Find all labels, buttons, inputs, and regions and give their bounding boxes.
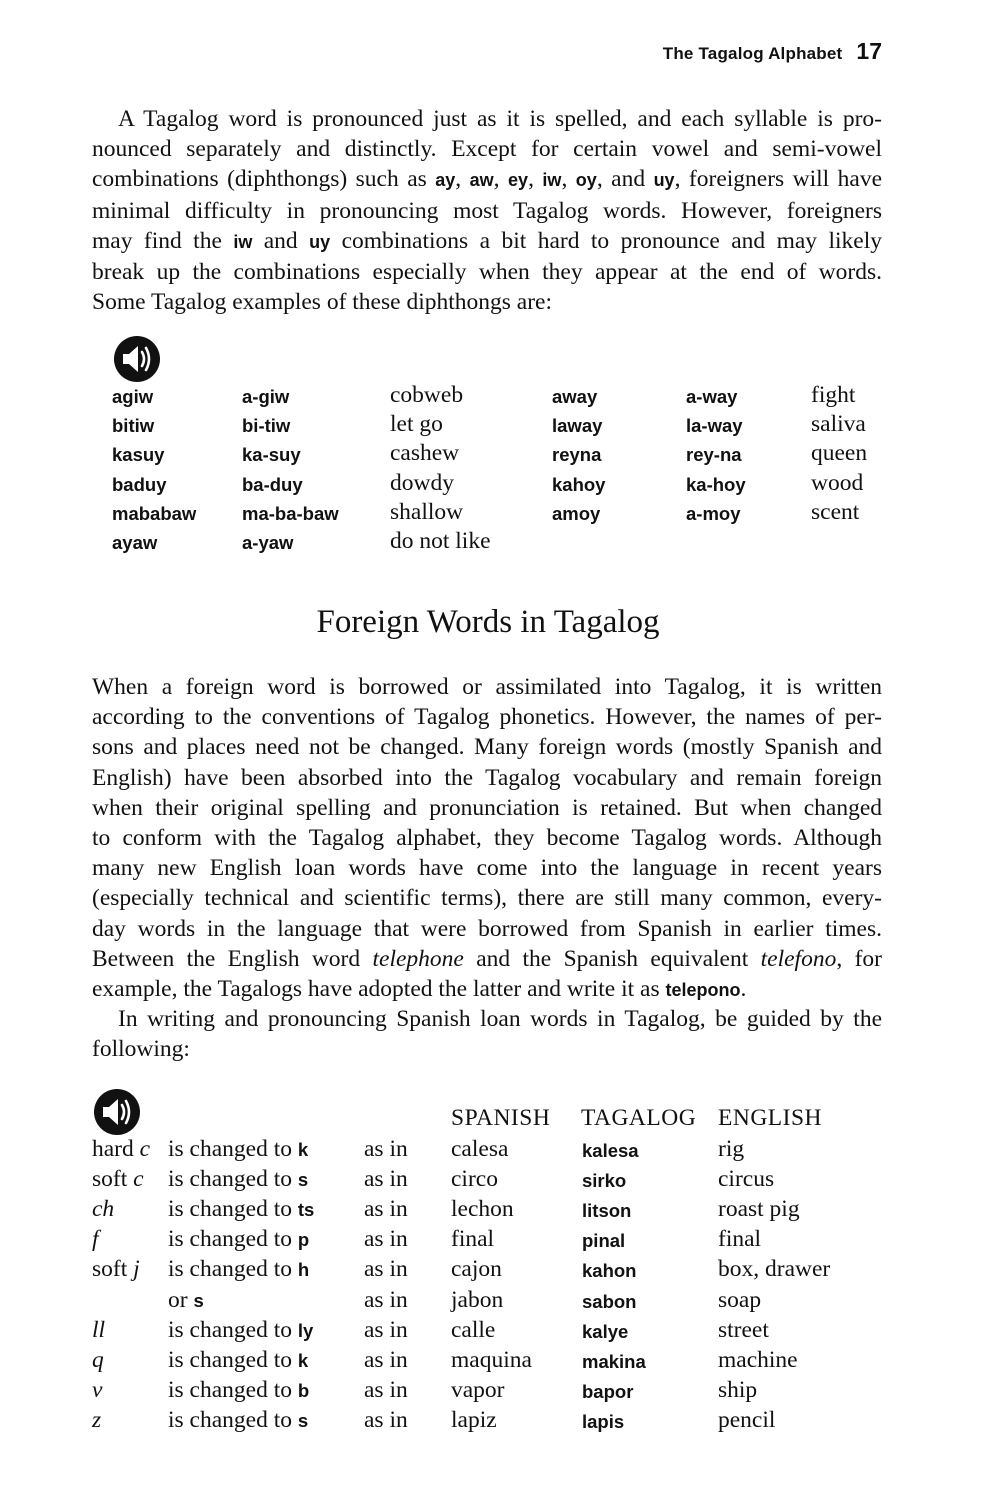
spanish-letter: f [92,1226,99,1253]
text-line [92,914,882,944]
rule-text: is changed to [168,1316,298,1343]
tagalog-word: ayaw [112,532,158,553]
syllabification: la-way [686,415,743,437]
italic-term: telephone [372,945,464,972]
page-number: 17 [856,38,882,64]
as-in-label: as in [364,1286,408,1313]
spanish-letter-label [92,1377,102,1404]
english-meaning: box, drawer [718,1256,831,1283]
bold-term: uy [653,170,675,191]
spanish-word: calle [451,1316,496,1343]
tagalog-word: kasuy [112,444,165,466]
text-run: . [740,976,747,1003]
text-line [92,257,882,287]
bold-term: aw [469,170,494,191]
tagalog-letter: b [297,1379,310,1401]
english-meaning: scent [811,498,860,525]
tagalog-letter: ly [297,1319,314,1341]
rule-text: is changed to [168,1136,298,1162]
english-meaning: do not like [390,528,491,554]
syllabification: a-way [686,386,738,407]
syllabification: bi-tiw [242,415,291,437]
text-run: A Tagalog word is pronounced just as it is spelled, and each syllable is pro- [118,106,882,132]
english-meaning: final [718,1226,762,1253]
english-meaning: cobweb [390,382,464,408]
spanish-word: lechon [451,1196,514,1223]
text-run: , [493,166,509,193]
intro-paragraph [92,104,882,317]
text-run: to conform with the Tagalog alphabet, they become Tagalog words. Although [92,825,882,852]
spanish-word: jabon [451,1286,504,1313]
spanish-letter-label [92,1166,144,1193]
tagalog-letter: h [297,1259,310,1281]
bold-term: uy [309,231,331,252]
spanish-letter: z [92,1406,102,1433]
as-in-label: as in [364,1256,408,1283]
english-meaning: queen [811,440,868,467]
english-meaning: dowdy [390,469,454,496]
bold-term: ay [435,170,456,191]
as-in-label: as in [364,1226,408,1253]
tagalog-word: mababaw [112,502,197,524]
tagalog-word: kalye [582,1320,629,1342]
conversion-rule [168,1256,309,1283]
syllabification: a-moy [686,502,741,524]
text-line [92,1004,882,1034]
speaker-icon[interactable] [92,1087,142,1137]
text-run: Between the English word [92,945,373,972]
text-run: , and [596,166,654,193]
conversion-rule [168,1166,308,1193]
syllabification: ka-suy [242,444,301,466]
spanish-letter-label [92,1317,105,1344]
tagalog-word: litson [582,1200,632,1222]
column-header: TAGALOG [581,1105,697,1131]
spanish-letter-label [92,1196,114,1223]
english-meaning: cashew [390,440,460,467]
spanish-word: circo [451,1166,498,1193]
spanish-letter-label [92,1256,140,1283]
text-run: In writing and pronouncing Spanish loan words in Tagalog, be guided by the [118,1006,882,1032]
tagalog-word: agiw [112,386,154,407]
spanish-word: lapiz [451,1406,497,1433]
letter-qualifier: hard [92,1136,140,1162]
spanish-letter: v [92,1376,103,1403]
text-line [92,732,882,762]
tagalog-letter: s [297,1169,309,1191]
spanish-letter-label [92,1226,99,1253]
text-line [92,1034,882,1064]
tagalog-word: kahon [582,1260,637,1282]
text-run: sons and places need not be changed. Many foreign words (mostly Spanish and [92,734,882,761]
text-line [92,883,882,913]
rule-text: is changed to [168,1256,298,1283]
english-meaning: saliva [811,411,866,438]
text-line [92,763,882,793]
letter-qualifier: soft [92,1166,134,1193]
conversion-rule [168,1226,309,1253]
text-run: many new English loan words have come into the language in recent years [92,855,882,882]
section-heading: Foreign Words in Tagalog [316,604,660,640]
text-run: minimal difficulty in pronouncing most Tagalog words. However, foreigners [92,197,882,224]
spanish-letter: ll [92,1316,106,1343]
english-meaning: machine [718,1346,798,1373]
text-run: and the Spanish equivalent [463,945,761,972]
text-run: When a foreign word is borrowed or assimilated into Tagalog, it is written [92,674,882,700]
text-run: , foreigners will have [674,166,883,193]
letter-qualifier: soft [92,1256,134,1283]
english-meaning: roast pig [718,1196,800,1223]
as-in-label: as in [364,1406,408,1433]
text-run: combinations a bit hard to pronounce and may likely [330,227,882,254]
syllabification: a-giw [242,386,290,407]
as-in-label: as in [364,1346,408,1373]
tagalog-word: kalesa [582,1140,639,1161]
as-in-label: as in [364,1316,408,1343]
english-meaning: ship [718,1376,758,1403]
tagalog-word: bapor [582,1380,634,1402]
syllabification: ka-hoy [686,473,746,495]
bold-term: iw [542,170,562,191]
rule-text: is changed to [168,1226,298,1253]
tagalog-word: baduy [112,473,167,495]
tagalog-letter: p [297,1229,310,1251]
tagalog-letter: ts [297,1199,315,1221]
text-run: Some Tagalog examples of these diphthongs are: [92,289,552,316]
rule-text: or [168,1286,194,1313]
running-head-title: The Tagalog Alphabet [662,44,843,63]
tagalog-word: sabon [582,1290,637,1312]
as-in-label: as in [364,1376,408,1403]
english-meaning: shallow [390,498,464,525]
tagalog-word: away [552,386,598,407]
spanish-letter: j [133,1256,140,1283]
spanish-word: vapor [451,1376,505,1403]
text-line [92,104,882,134]
text-run: combinations (diphthongs) such as [92,166,436,193]
english-meaning: let go [390,411,443,438]
text-run: may find the [92,227,234,254]
spanish-letter: c [133,1166,144,1193]
text-run: , [528,166,543,193]
english-meaning: pencil [718,1406,776,1433]
rule-text: is changed to [168,1406,298,1433]
bold-term: oy [575,170,597,191]
rule-text: is changed to [168,1346,298,1373]
syllabification: ma-ba-baw [242,502,339,524]
conversion-rule [168,1317,313,1344]
tagalog-word: reyna [552,444,602,466]
text-line [92,287,882,317]
rule-text: is changed to [168,1166,298,1193]
conversion-rule [168,1287,204,1314]
text-run: day words in the language that were borrowed from Spanish in earlier times. [92,915,882,942]
spanish-letter: c [139,1136,151,1162]
tagalog-letter: s [193,1289,204,1311]
conversion-rule [168,1377,309,1404]
running-head [663,38,882,65]
text-run: , [455,166,470,193]
text-run: example, the Tagalogs have adopted the latter and write it as [92,976,666,1003]
text-line [92,164,882,195]
bold-term: iw [233,231,253,252]
text-line [92,226,882,257]
guide-paragraph [92,1004,882,1064]
english-meaning: street [718,1316,769,1343]
syllabification: rey-na [686,444,742,466]
english-meaning: soap [718,1286,762,1313]
bold-term: ey [508,170,529,191]
text-line [92,793,882,823]
text-run: English) have been absorbed into the Tagalog vocabulary and remain foreign [92,764,882,791]
rule-text: is changed to [168,1196,298,1223]
rule-text: is changed to [168,1376,298,1403]
as-in-label: as in [364,1196,408,1223]
spanish-word: cajon [451,1256,502,1283]
text-line [92,944,882,974]
text-run: , for [836,945,882,972]
conversion-rule [168,1196,314,1223]
text-run: nounced separately and distinctly. Except for certain vowel and semi-vowel [92,136,882,163]
tagalog-word: kahoy [552,473,606,495]
text-run: break up the combinations especially when they appear at the end of words. [92,259,882,286]
tagalog-letter: k [297,1349,309,1371]
as-in-label: as in [364,1136,408,1162]
spanish-letter-label [92,1136,150,1163]
text-run: according to the conventions of Tagalog phonetics. However, the names of per- [92,704,882,731]
spanish-word: maquina [451,1346,532,1373]
text-run: , [561,166,576,193]
spanish-letter-label [92,1407,101,1434]
english-meaning: rig [718,1136,745,1162]
speaker-icon[interactable] [112,334,162,384]
spanish-word: final [451,1226,495,1253]
conversion-rule [168,1347,308,1374]
text-line [92,196,882,226]
column-header: SPANISH [451,1105,551,1131]
english-meaning: wood [811,469,864,496]
tagalog-letter: s [297,1409,309,1431]
text-line [92,702,882,732]
column-header: ENGLISH [718,1105,823,1131]
bold-term: telepono [665,980,741,1001]
syllabification: ba-duy [242,473,303,495]
tagalog-word: sirko [582,1170,627,1192]
english-meaning: circus [718,1166,775,1193]
tagalog-word: laway [552,415,603,437]
spanish-letter: ch [92,1196,115,1223]
text-run: (especially technical and scientific terms), there are still many common, every- [92,885,882,912]
spanish-letter-label [92,1347,104,1374]
foreign-words-paragraph [92,672,882,1005]
as-in-label: as in [364,1166,408,1193]
tagalog-letter: k [297,1139,309,1160]
text-line [92,853,882,883]
tagalog-word: bitiw [112,415,155,437]
text-run: when their original spelling and pronunciation is retained. But when changed [92,794,882,821]
italic-term: telefono [760,945,837,972]
conversion-rule [168,1407,308,1434]
syllabification: a-yaw [242,532,294,553]
english-meaning: fight [811,382,856,408]
text-run: and [252,227,310,254]
spanish-letter: q [92,1346,104,1373]
text-line [92,134,882,164]
text-run: following: [92,1036,190,1063]
spanish-word: calesa [451,1136,509,1162]
tagalog-word: lapis [582,1410,625,1432]
text-line [92,974,882,1005]
text-line [92,823,882,853]
tagalog-word: makina [582,1350,646,1372]
conversion-rule [168,1136,308,1163]
text-line [92,672,882,702]
tagalog-word: pinal [582,1230,626,1252]
tagalog-word: amoy [552,502,601,524]
